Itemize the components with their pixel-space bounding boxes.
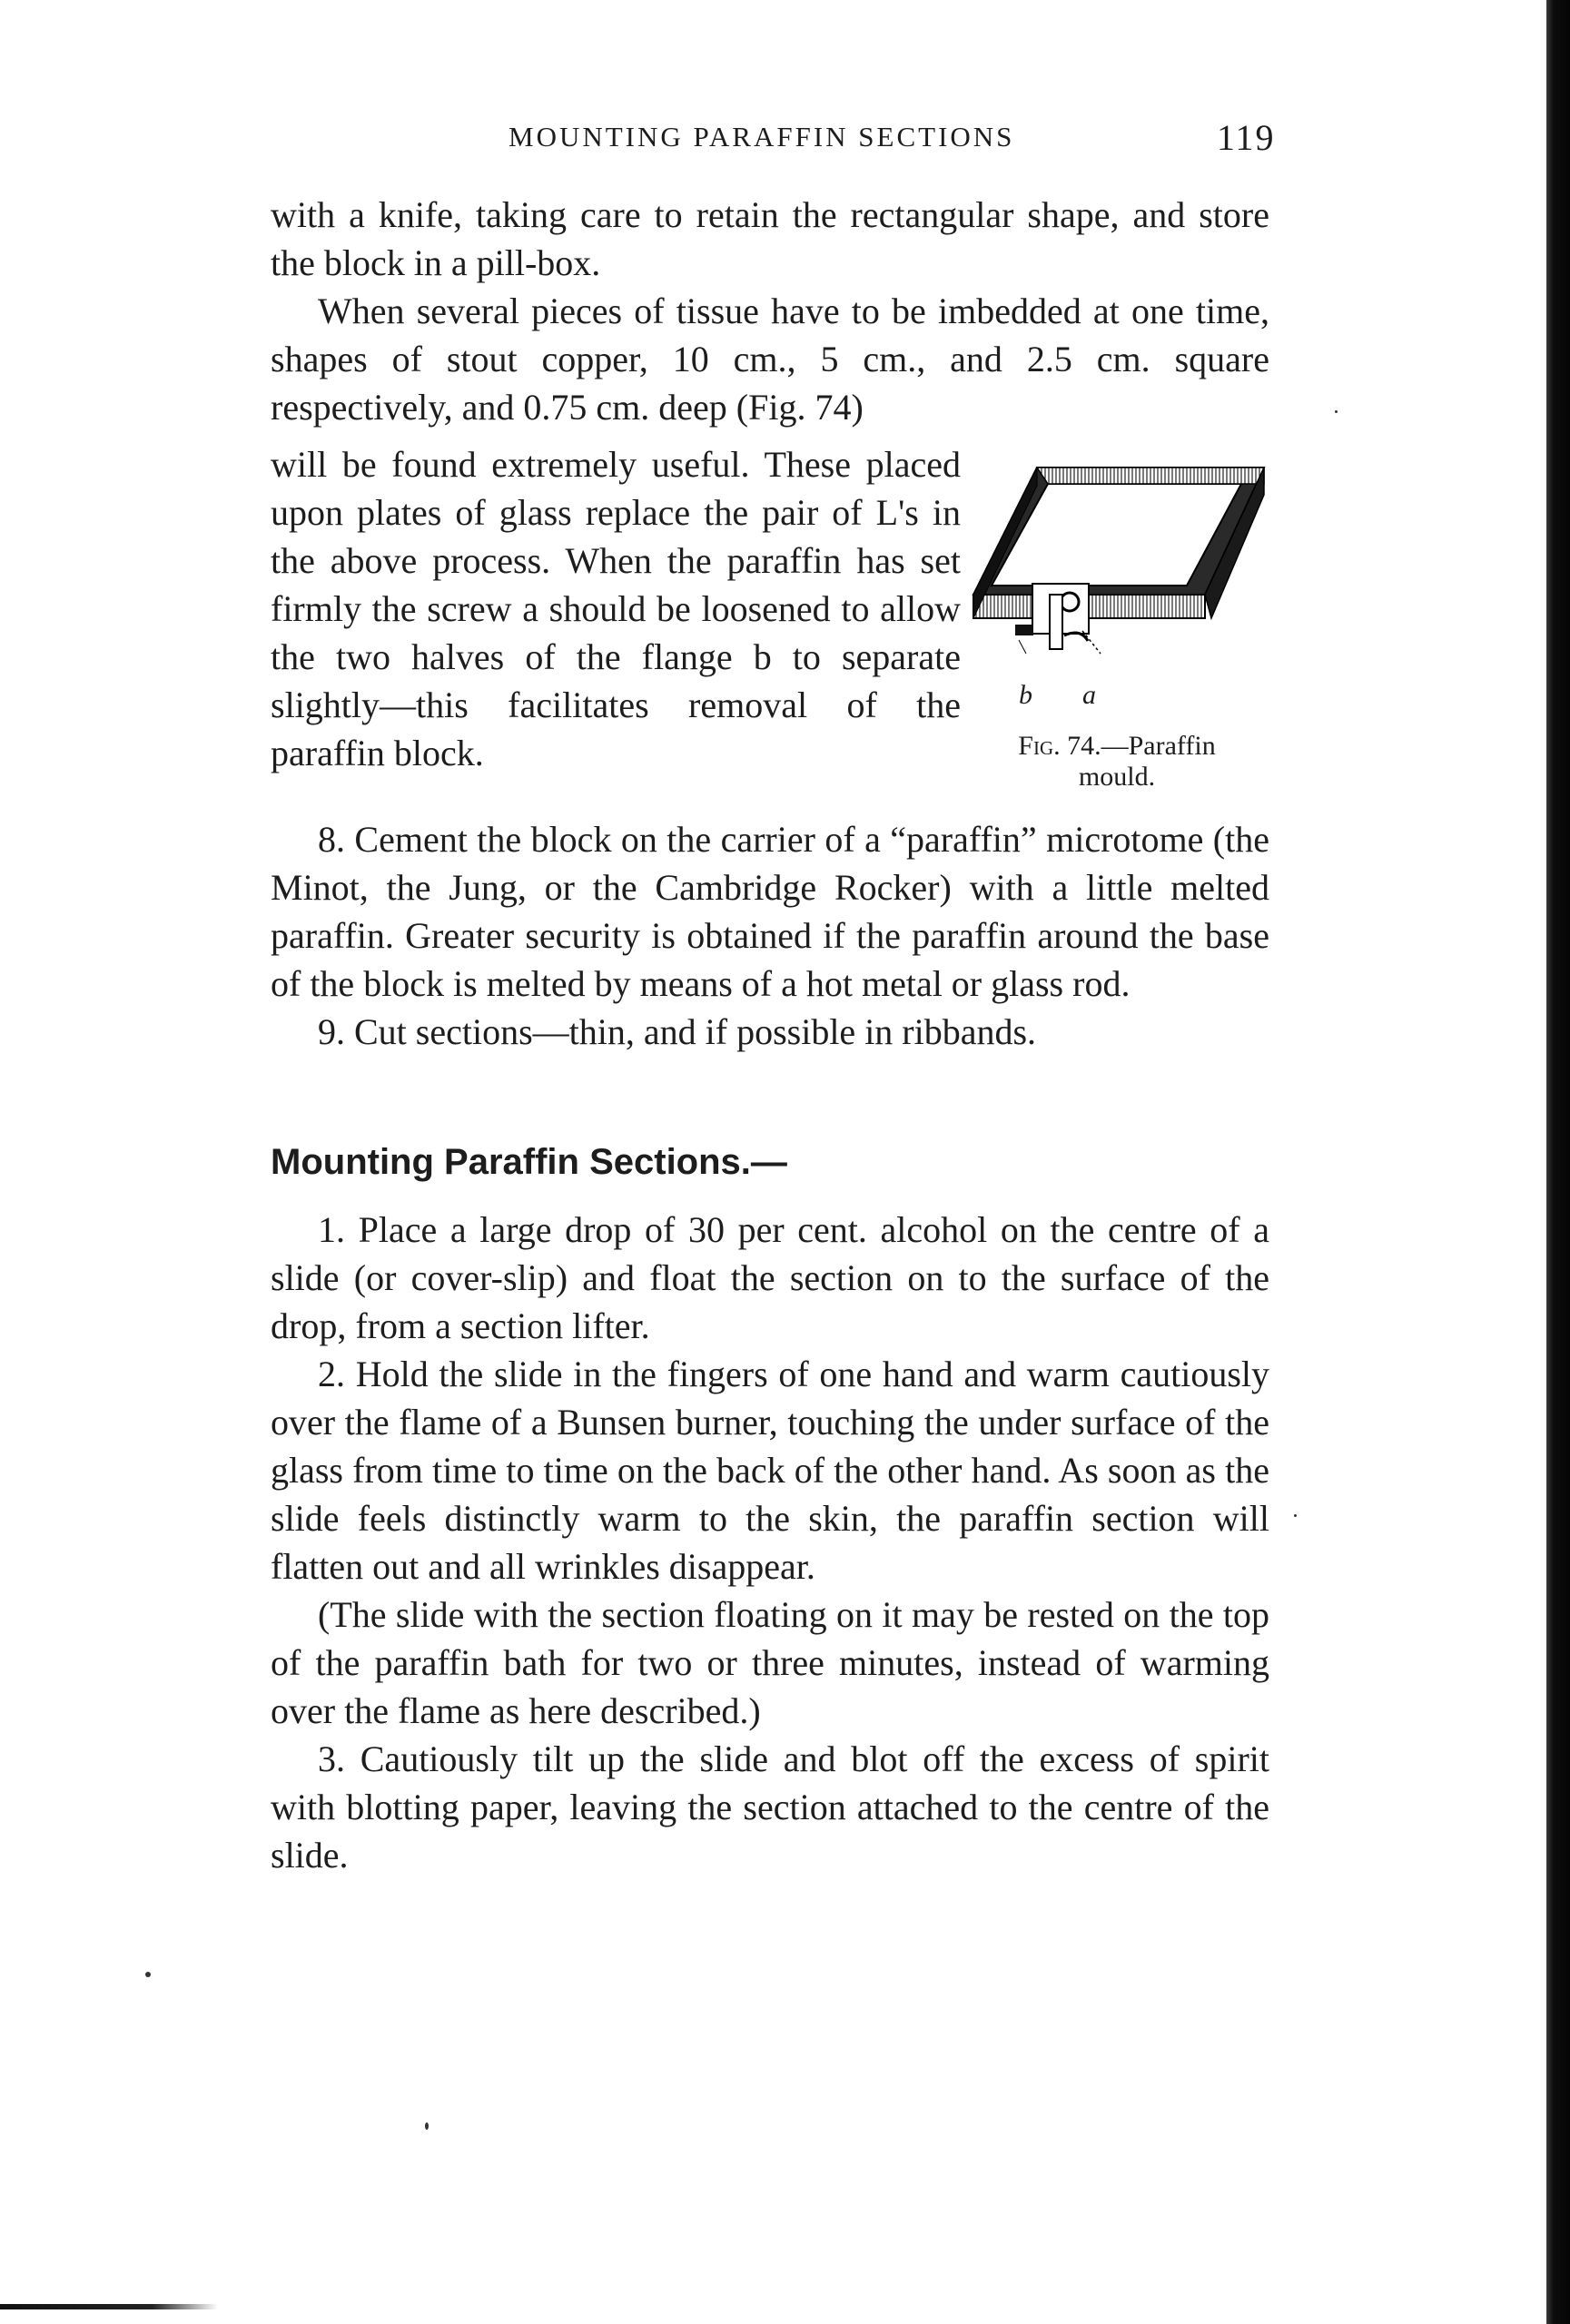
figure-caption-prefix: Fig. — [1018, 731, 1061, 761]
section-body — [271, 1206, 1269, 1879]
figure-label-b: b — [1019, 680, 1032, 710]
section-heading: Mounting Paraffin Sections.— — [271, 1142, 787, 1182]
paragraph-3: 8. Cement the block on the carrier of a “paraffin” microtome (the Minot, the Jung, or the Cambridge Rocker) with a little melted paraffin. Greater security is obtained if the paraffin around the base of the block is melted by means of a hot metal or glass rod. — [271, 819, 1269, 1004]
scan-speck — [1294, 1514, 1297, 1517]
flange-tab — [1015, 625, 1033, 635]
scan-speck — [145, 1972, 151, 1977]
page-number: 119 — [1217, 117, 1276, 158]
scan-smudge — [0, 2304, 218, 2309]
paragraph-block-middle — [271, 815, 1269, 1056]
section-note: (The slide with the section floating on it may be rested on the top of the paraffin bath for two or three minutes, instead of warming over the flame as here described.) — [271, 1594, 1269, 1731]
figure-label-a: a — [1082, 680, 1096, 710]
section-step-1: 1. Place a large drop of 30 per cent. alcohol on the centre of a slide (or cover-slip) and float the section on to the surface of the drop, from a section lifter. — [271, 1209, 1269, 1346]
running-head: MOUNTING PARAFFIN SECTIONS — [509, 121, 1015, 153]
flange-half — [1050, 595, 1062, 649]
section-step-3: 3. Cautiously tilt up the slide and blot off the excess of spirit with blotting paper, leaving the section attached to the centre of the slide. — [271, 1738, 1269, 1876]
paragraph-4: 9. Cut sections—thin, and if possible in ribbands. — [318, 1011, 1037, 1052]
section-step-2: 2. Hold the slide in the fingers of one hand and warm cautiously over the flame of a Bunsen burner, touching the under surface of the glass from time to time on the back of the other hand. As soon as the slide feels distinctly warm to the skin, the paraffin section will flatten out and all wrinkles disappear. — [271, 1354, 1269, 1587]
pointer-b-line — [1019, 640, 1026, 654]
scan-speck — [425, 2122, 429, 2130]
paragraph-block-top — [271, 191, 1269, 431]
paragraph-2-wrap: will be found extremely useful. These placed upon plates of glass replace the pair of L's in the above process. When the paraffin has set firmly the screw a should be loosened to allow the two halves of the flange b to separate slightly—this facilitates removal of the paraffin block. — [271, 444, 961, 773]
figure-caption — [981, 731, 1253, 793]
paragraph-2: When several pieces of tissue have to be imbedded at one time, shapes of stout copper, 10 cm., 5 cm., and 2.5 cm. square respectively, and 0.75 cm. deep (Fig. 74) — [271, 290, 1269, 428]
figure-caption-text: 74.—Paraffin mould. — [1067, 731, 1216, 792]
mould-rim-back — [1037, 468, 1264, 484]
scan-speck — [1335, 410, 1338, 413]
paragraph-1: with a knife, taking care to retain the rectangular shape, and store the block in a pill-box. — [271, 194, 1269, 283]
page-edge-shadow — [1546, 0, 1570, 2324]
